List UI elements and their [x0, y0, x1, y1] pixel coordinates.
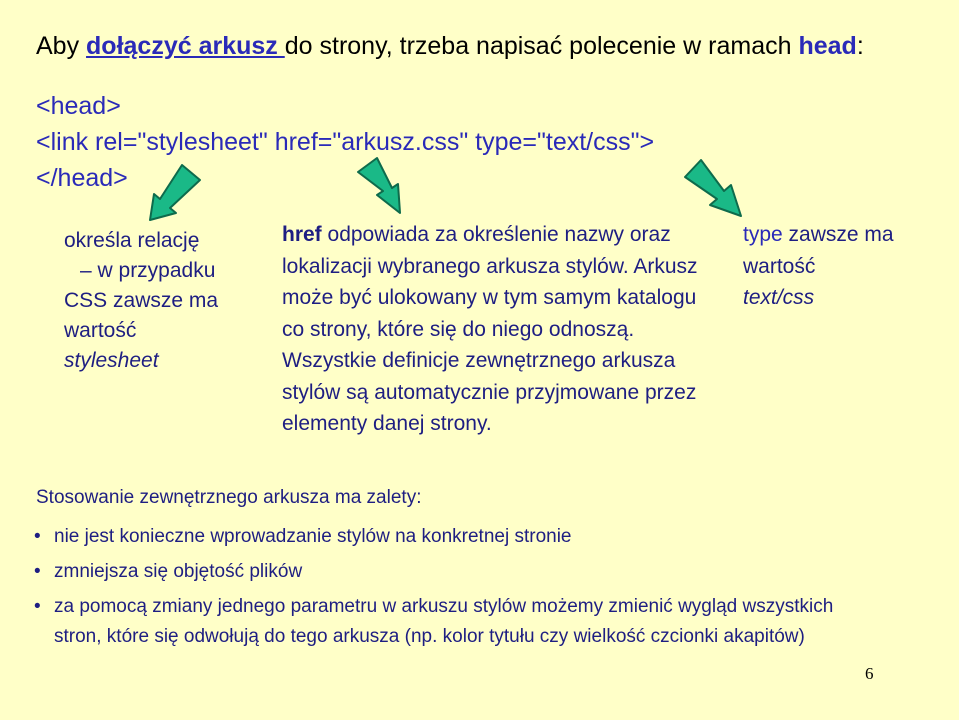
type-value: text/css — [743, 286, 815, 309]
bullet-icon: • — [34, 596, 41, 617]
advantages-list — [34, 522, 884, 657]
page-number: 6 — [865, 664, 874, 683]
advantages-title: Stosowanie zewnętrznego arkusza ma zalety: — [36, 487, 422, 508]
arrow-type-icon — [685, 160, 741, 216]
rel-line-4: wartość — [64, 319, 137, 342]
list-item-text: nie jest konieczne wprowadzanie stylów na konkretnej stronie — [54, 526, 572, 547]
type-keyword: type — [743, 223, 783, 246]
code-line-link: <link rel="stylesheet" href="arkusz.css" type="text/css"> — [36, 128, 655, 156]
intro-text-middle: do strony, trzeba napisać polecenie w ramach — [284, 32, 799, 60]
list-item — [34, 592, 884, 652]
intro-keyword-head: head — [798, 32, 857, 60]
code-line-head-open: <head> — [36, 92, 121, 120]
rel-description — [64, 226, 239, 376]
type-text: zawsze ma wartość — [743, 223, 894, 278]
list-item-text: za pomocą zmiany jednego parametru w arkuszu stylów możemy zmienić wygląd wszystkich stron, które się odwołują do tego arkusza (np. kolor tytułu czy wielkość czcionki akapitów) — [54, 596, 834, 647]
href-description — [282, 219, 722, 440]
list-item-text: zmniejsza się objętość plików — [54, 561, 303, 582]
code-line-head-close: </head> — [36, 164, 128, 192]
arrow-rel-icon — [150, 165, 200, 220]
href-text: odpowiada za określenie nazwy oraz lokalizacji wybranego arkusza stylów. Arkusz może być ulokowany w tym samym katalogu co strony, które się do niego odnoszą. Wszystkie definicje zewnętrznego arkusza stylów są automatycznie przyjmowane przez elementy danej strony. — [282, 223, 698, 435]
intro-text-before: Aby — [36, 32, 87, 60]
list-item — [34, 522, 884, 552]
rel-line-5: stylesheet — [64, 349, 159, 372]
intro-text-after: : — [856, 32, 864, 60]
bullet-icon: • — [34, 526, 41, 547]
intro-link[interactable]: dołączyć arkusz — [86, 32, 285, 60]
bullet-icon: • — [34, 561, 41, 582]
type-description — [743, 219, 943, 314]
rel-line-2: – w przypadku — [80, 259, 216, 282]
list-item — [34, 557, 884, 587]
rel-line-1: określa relację — [64, 229, 200, 252]
href-keyword: href — [282, 223, 322, 246]
arrow-href-icon — [358, 158, 400, 213]
rel-line-3: CSS zawsze ma — [64, 289, 219, 312]
